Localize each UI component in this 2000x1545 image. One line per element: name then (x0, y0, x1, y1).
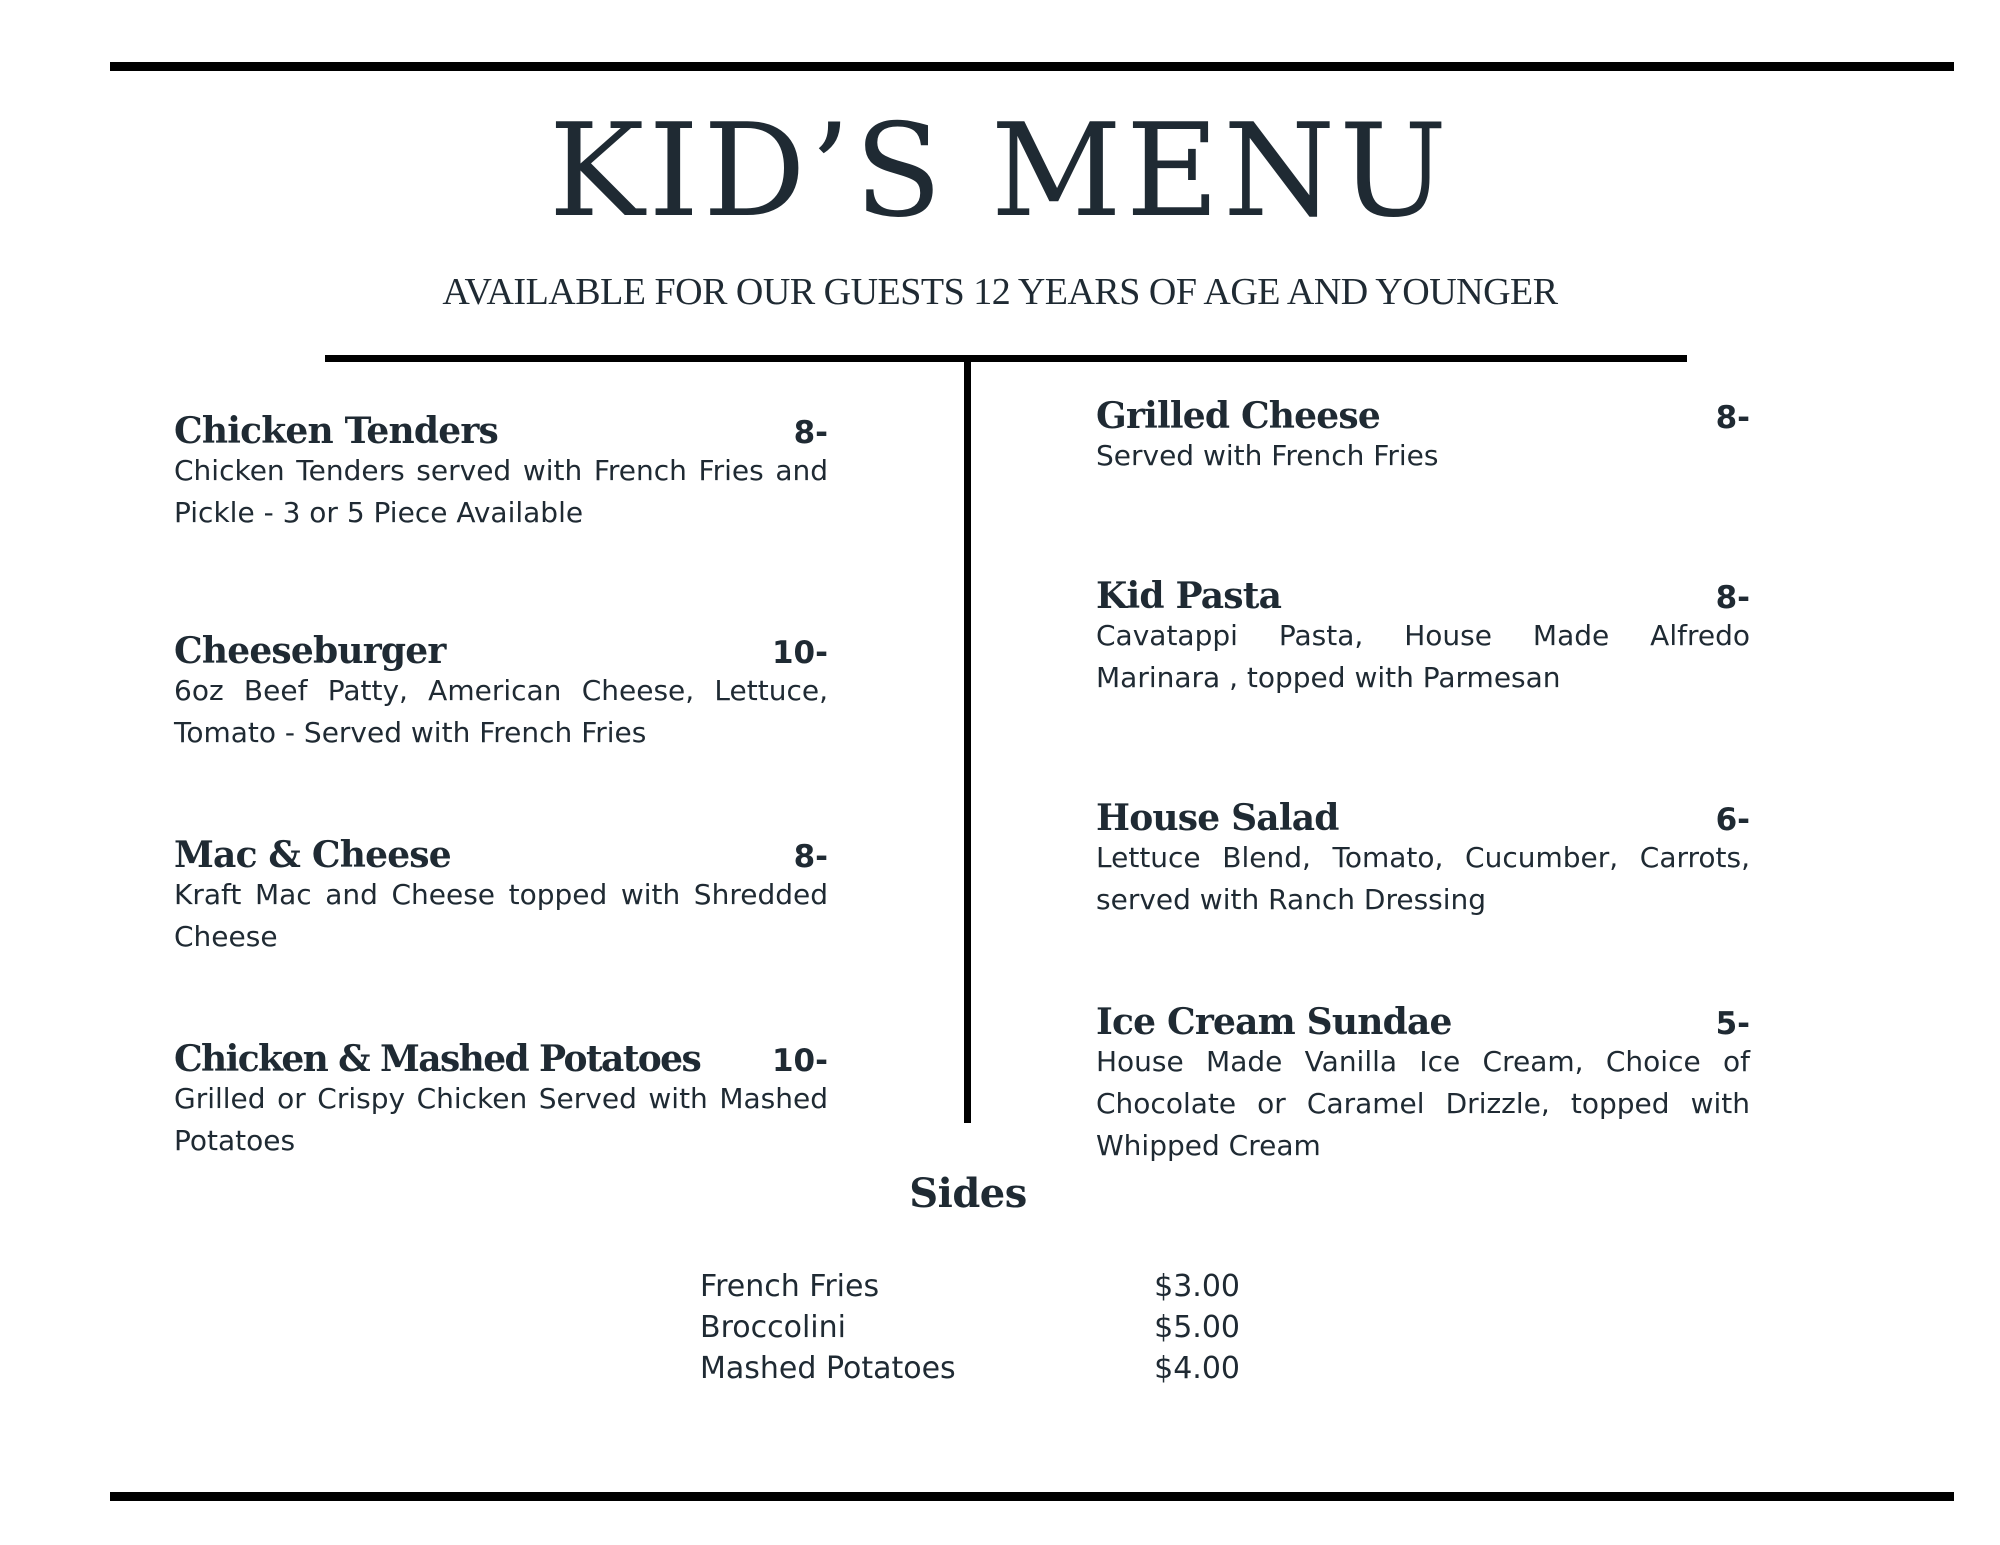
sides-list (700, 1266, 1240, 1389)
side-item-broccolini (700, 1307, 1240, 1348)
menu-item-name: Cheeseburger (174, 630, 446, 672)
menu-item-ice-cream-sundae (1096, 1001, 1750, 1167)
bottom-divider (110, 1492, 1954, 1501)
top-divider (110, 62, 1954, 71)
menu-item-price: 10- (771, 1043, 828, 1079)
menu-item-description: 6oz Beef Patty, American Cheese, Lettuce, Tomato - Served with French Fries (174, 674, 828, 749)
menu-item-kid-pasta (1096, 575, 1750, 699)
side-item-price: $3.00 (1154, 1269, 1240, 1304)
menu-item-price: 8- (1715, 400, 1750, 436)
menu-item-price: 8- (1715, 580, 1750, 616)
page-subtitle: AVAILABLE FOR OUR GUESTS 12 YEARS OF AGE AND YOUNGER (442, 271, 1558, 313)
side-item-french-fries (700, 1266, 1240, 1307)
header-divider (325, 355, 1687, 362)
menu-item-cheeseburger (174, 630, 828, 754)
menu-item-name: Mac & Cheese (174, 834, 451, 876)
menu-item-description: Lettuce Blend, Tomato, Cucumber, Carrots, served with Ranch Dressing (1096, 841, 1750, 916)
column-divider (964, 361, 971, 1123)
menu-item-description: House Made Vanilla Ice Cream, Choice of Chocolate or Caramel Drizzle, topped with Whipped Cream (1096, 1045, 1750, 1162)
side-item-mashed-potatoes (700, 1348, 1240, 1389)
menu-item-description: Cavatappi Pasta, House Made Alfredo Marinara , topped with Parmesan (1096, 619, 1750, 694)
menu-item-name: Grilled Cheese (1096, 395, 1380, 437)
side-item-price: $5.00 (1154, 1310, 1240, 1345)
menu-item-description: Kraft Mac and Cheese topped with Shredded Cheese (174, 878, 828, 953)
menu-item-chicken-mashed-potatoes (174, 1038, 828, 1162)
menu-item-price: 6- (1715, 802, 1750, 838)
menu-item-name: Chicken Tenders (174, 410, 499, 452)
menu-item-description: Chicken Tenders served with French Fries and Pickle - 3 or 5 Piece Available (174, 454, 828, 529)
menu-item-description: Served with French Fries (1096, 439, 1439, 472)
menu-item-price: 8- (793, 839, 828, 875)
side-item-price: $4.00 (1154, 1351, 1240, 1386)
menu-item-house-salad (1096, 797, 1750, 921)
menu-item-name: House Salad (1096, 797, 1339, 839)
side-item-name: Mashed Potatoes (700, 1351, 956, 1386)
page-title: KID’S MENU (548, 97, 1452, 246)
menu-item-name: Ice Cream Sundae (1096, 1001, 1452, 1043)
sides-heading: Sides (909, 1170, 1027, 1217)
side-item-name: Broccolini (700, 1310, 846, 1345)
menu-item-chicken-tenders (174, 410, 828, 534)
side-item-name: French Fries (700, 1269, 880, 1304)
menu-item-name: Chicken & Mashed Potatoes (174, 1038, 701, 1080)
menu-item-price: 10- (771, 635, 828, 671)
menu-item-name: Kid Pasta (1096, 575, 1282, 617)
menu-item-price: 8- (793, 415, 828, 451)
menu-item-price: 5- (1715, 1006, 1750, 1042)
menu-item-mac-and-cheese (174, 834, 828, 958)
menu-item-grilled-cheese (1096, 395, 1750, 477)
menu-item-description: Grilled or Crispy Chicken Served with Mashed Potatoes (174, 1082, 828, 1157)
